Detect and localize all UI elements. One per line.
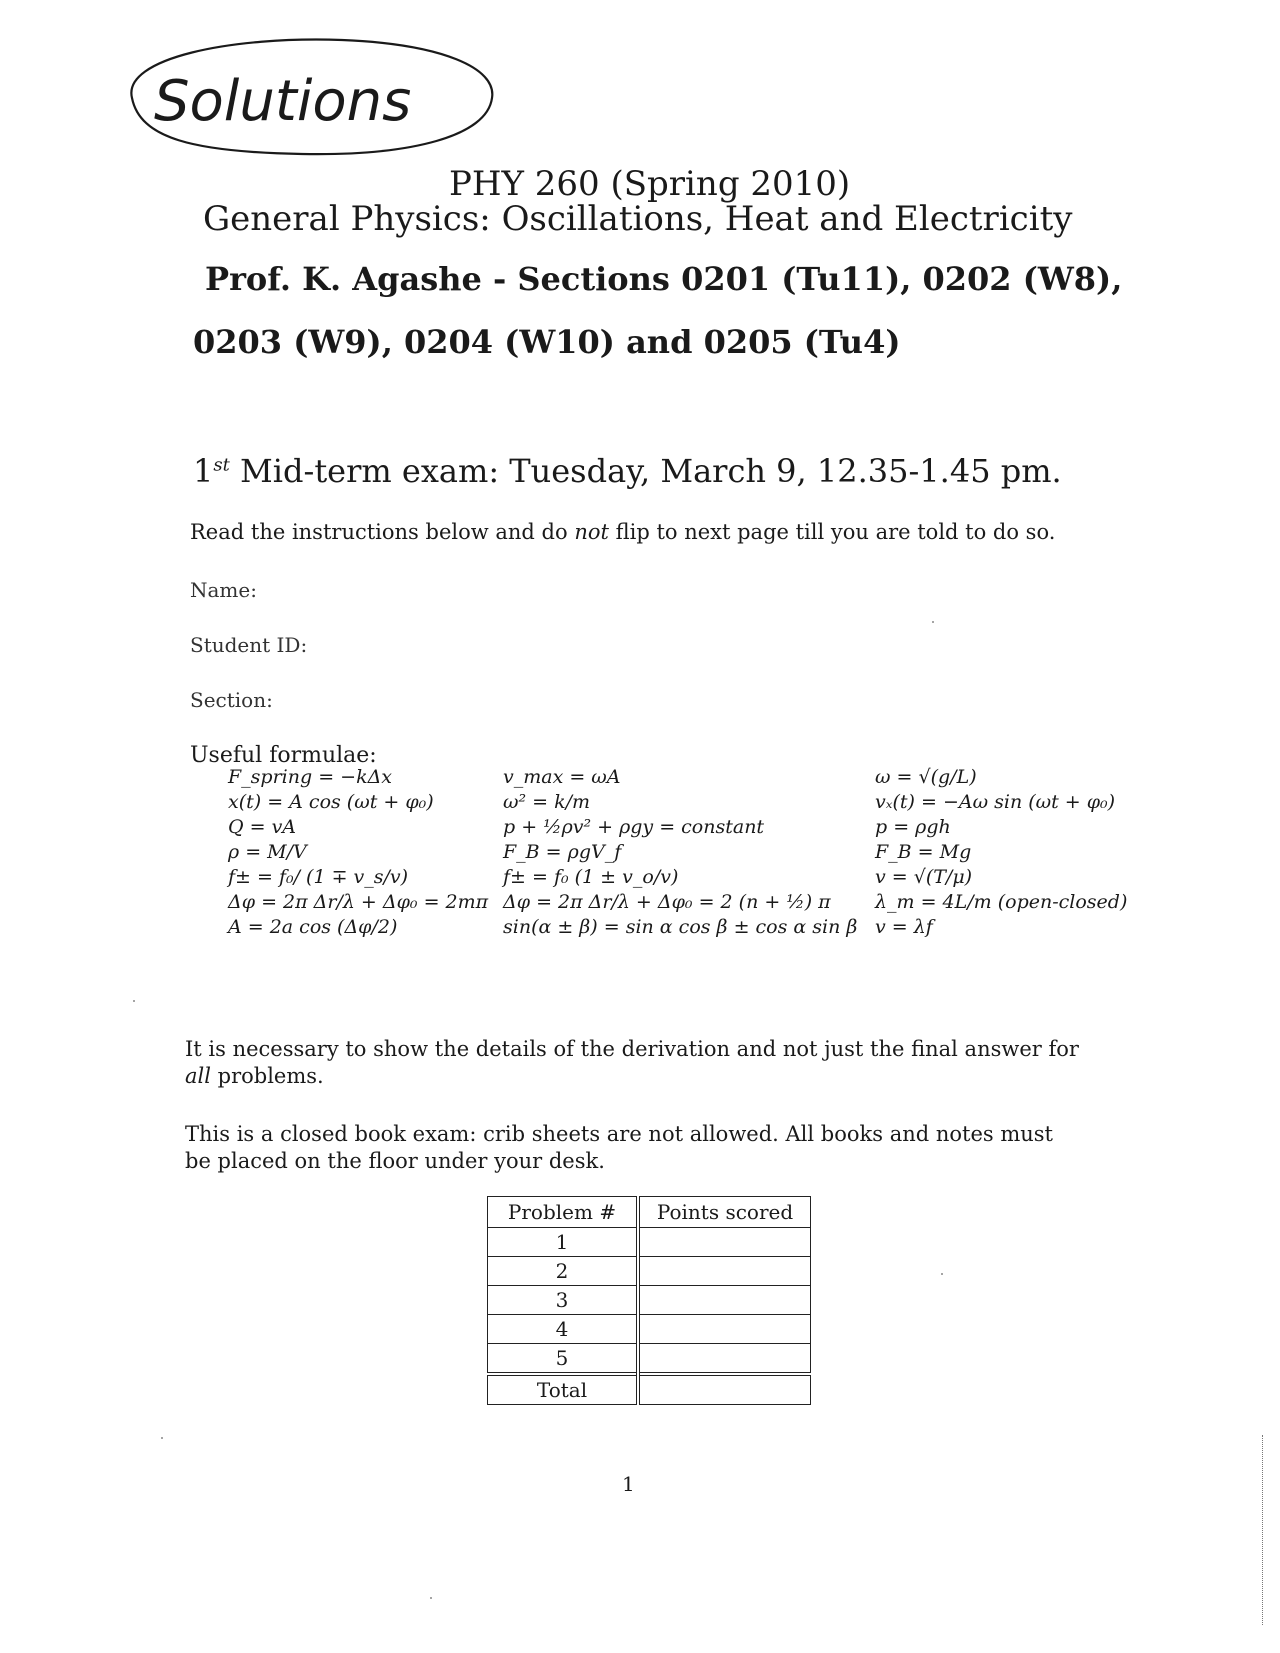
formulae-grid — [228, 766, 1168, 941]
formula: f± = f₀/ (1 ∓ v_s/v) — [228, 866, 409, 888]
points-cell — [638, 1315, 811, 1344]
score-table-header — [488, 1197, 811, 1228]
formula: λ_m = 4L/m (open-closed) — [875, 891, 1128, 913]
formula: v = √(T/μ) — [875, 866, 973, 888]
derivation-note-emphasis: all — [185, 1064, 211, 1088]
table-row — [488, 1315, 811, 1344]
closed-book-note: This is a closed book exam: crib sheets are not allowed. All books and notes must be placed on the floor under your desk. — [185, 1122, 1053, 1173]
points-cell — [638, 1344, 811, 1375]
scan-speck — [941, 1273, 943, 1275]
table-row — [488, 1344, 811, 1375]
points-cell — [638, 1228, 811, 1257]
exam-title — [193, 452, 1062, 490]
table-row — [488, 1228, 811, 1257]
formula-row — [228, 766, 1168, 791]
exam-ordinal: 1 — [193, 452, 214, 490]
solutions-handwritten-stamp — [112, 28, 502, 158]
derivation-note-text: It is necessary to show the details of the derivation and not just the final answer for — [185, 1037, 1079, 1061]
problem-number: 1 — [488, 1228, 639, 1257]
formula: v = λf — [875, 916, 933, 938]
instructor-line-1: Prof. K. Agashe - Sections 0201 (Tu11), 0202 (W8), — [205, 260, 1123, 298]
table-row — [488, 1257, 811, 1286]
section-field-label: Section: — [190, 688, 273, 712]
formula: Δφ = 2π Δr/λ + Δφ₀ = 2 (n + ½) π — [503, 891, 831, 913]
stamp-text: Solutions — [154, 69, 412, 134]
table-row — [488, 1286, 811, 1315]
scan-speck — [161, 1437, 163, 1439]
formula: sin(α ± β) = sin α cos β ± cos α sin β — [503, 916, 858, 938]
problem-number: 2 — [488, 1257, 639, 1286]
formula: ω = √(g/L) — [875, 766, 977, 788]
formula-row — [228, 891, 1168, 916]
formula-row — [228, 916, 1168, 941]
formula: ρ = M/V — [228, 841, 307, 863]
points-column-header: Points scored — [638, 1197, 811, 1228]
problem-number: 5 — [488, 1344, 639, 1375]
formula-row — [228, 816, 1168, 841]
scan-speck — [932, 621, 934, 623]
problem-column-header: Problem # — [488, 1197, 639, 1228]
course-subtitle: General Physics: Oscillations, Heat and Electricity — [203, 199, 1073, 239]
formula-row — [228, 866, 1168, 891]
exam-title-text: Mid-term exam: Tuesday, March 9, 12.35-1.45 pm. — [229, 452, 1062, 490]
formula: p + ½ρv² + ρgy = constant — [503, 816, 765, 838]
formula: x(t) = A cos (ωt + φ₀) — [228, 791, 434, 813]
read-instructions-emphasis: not — [574, 520, 609, 544]
total-row — [488, 1374, 811, 1405]
formula: p = ρgh — [875, 816, 951, 838]
formulae-heading: Useful formulae: — [190, 743, 377, 768]
total-points-cell — [638, 1374, 811, 1405]
formula-row — [228, 791, 1168, 816]
formula: A = 2a cos (Δφ/2) — [228, 916, 398, 938]
problem-number: 3 — [488, 1286, 639, 1315]
student-id-field-label: Student ID: — [190, 633, 308, 657]
instructor-line-2: 0203 (W9), 0204 (W10) and 0205 (Tu4) — [193, 323, 901, 361]
points-cell — [638, 1286, 811, 1315]
read-instructions-text: Read the instructions below and do — [190, 520, 575, 544]
read-instructions — [190, 519, 1090, 546]
scan-speck — [430, 1597, 432, 1599]
formula: vₓ(t) = −Aω sin (ωt + φ₀) — [875, 791, 1116, 813]
formula: Q = vA — [228, 816, 297, 838]
course-title: PHY 260 (Spring 2010) — [449, 164, 851, 204]
read-instructions-text-end: flip to next page till you are told to do so. — [608, 520, 1056, 544]
points-cell — [638, 1257, 811, 1286]
exam-ordinal-sup: st — [213, 454, 230, 476]
score-table — [487, 1196, 811, 1405]
formula: ω² = k/m — [503, 791, 591, 813]
name-field-label: Name: — [190, 578, 257, 602]
derivation-note-text-end: problems. — [210, 1064, 324, 1088]
formula: F_B = Mg — [875, 841, 972, 863]
page-number: 1 — [622, 1472, 635, 1496]
formula: v_max = ωA — [503, 766, 621, 788]
formula: f± = f₀ (1 ± v_o/v) — [503, 866, 679, 888]
total-label: Total — [488, 1374, 639, 1405]
scan-margin-mark — [1262, 1435, 1264, 1625]
scan-speck — [133, 1000, 135, 1002]
formula-row — [228, 841, 1168, 866]
formula: F_B = ρgV_f — [503, 841, 622, 863]
formula: F_spring = −kΔx — [228, 766, 393, 788]
problem-number: 4 — [488, 1315, 639, 1344]
derivation-note — [185, 1036, 1085, 1090]
formula: Δφ = 2π Δr/λ + Δφ₀ = 2mπ — [228, 891, 489, 913]
